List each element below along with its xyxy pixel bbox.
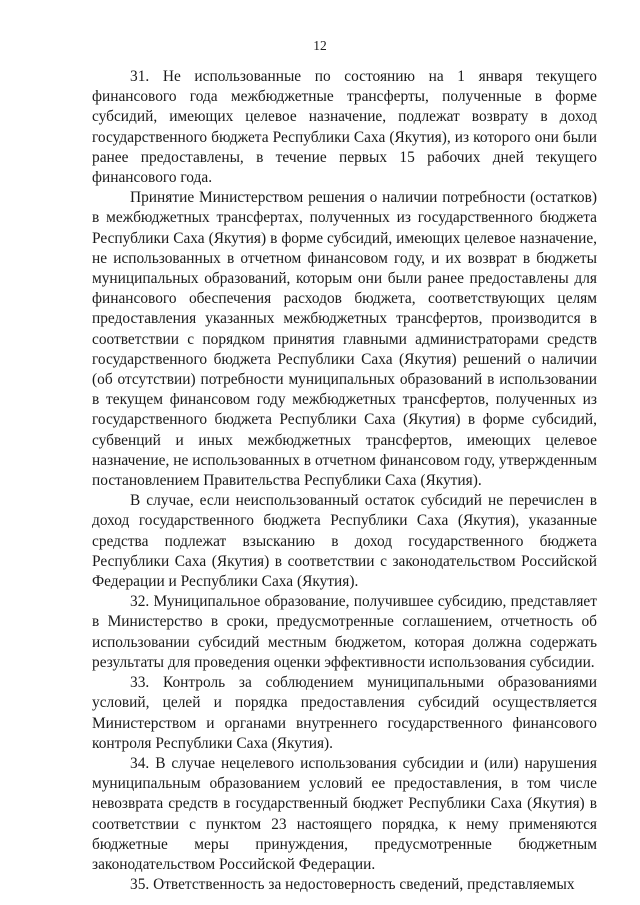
paragraph-33: 33. Контроль за соблюдением муниципальными образованиями условий, целей и порядка предоставления субсидий осуществляется Министерством и органами внутреннего государственного финансового контроля Республики Саха (Якутия). (92, 674, 597, 752)
paragraph-unreturned-remainder: В случае, если неиспользованный остаток субсидий не перечислен в доход государственного бюджета Республики Саха (Якутия), указанные средства подлежат взысканию в доход государственного бюджета Республики Саха (Якутия) в соответствии с законодательством Российской Федерации и Республики Саха (Якутия). (92, 492, 597, 591)
paragraph-decision-on-remainders: Принятие Министерством решения о наличии потребности (остатков) в межбюджетных трансфертах, полученных из государственного бюджета Республики Саха (Якутия) в форме субсидий, имеющих целевое назначение, не использованных в отчетном финансовом году, и их возврат в бюджеты муниципальных образований, которым они были ранее предоставлены для финансового обеспечения расходов бюджета, соответствующих целям предоставления указанных межбюджетных трансфертов, производится в соответствии с порядком принятия главными администраторами средств государственного бюджета Республики Саха (Якутия) решений о наличии (об отсутствии) потребности муниципальных образований в использовании в текущем финансовом году межбюджетных трансфертов, полученных из государственного бюджета Республики Саха (Якутия) в форме субсидий, субвенций и иных межбюджетных трансфертов, имеющих целевое назначение, не использованных в отчетном финансовом году, утвержденным постановлением Правительства Республики Саха (Якутия). (92, 189, 597, 490)
document-body (92, 67, 597, 895)
paragraph-34: 34. В случае нецелевого использования субсидии и (или) нарушения муниципальным образованием условий ее предоставления, в том числе невозврата средств в государственный бюджет Республики Саха (Якутия) в соответствии с пунктом 23 настоящего порядка, к нему применяются бюджетные меры принуждения, предусмотренные бюджетным законодательством Российской Федерации. (92, 754, 597, 873)
paragraph-32: 32. Муниципальное образование, получившее субсидию, представляет в Министерство в сроки, предусмотренные соглашением, отчетность об использовании субсидий местным бюджетом, которая должна содержать результаты для проведения оценки эффективности использования субсидии. (92, 593, 597, 671)
paragraph-31: 31. Не использованные по состоянию на 1 января текущего финансового года межбюджетные трансферты, полученные в форме субсидий, имеющих целевое назначение, подлежат возврату в доход государственного бюджета Республики Саха (Якутия), из которого они были ранее предоставлены, в течение первых 15 рабочих дней текущего финансового года. (92, 68, 597, 187)
paragraph-35: 35. Ответственность за недостоверность сведений, представляемых (130, 876, 575, 894)
page-number: 12 (313, 38, 327, 53)
